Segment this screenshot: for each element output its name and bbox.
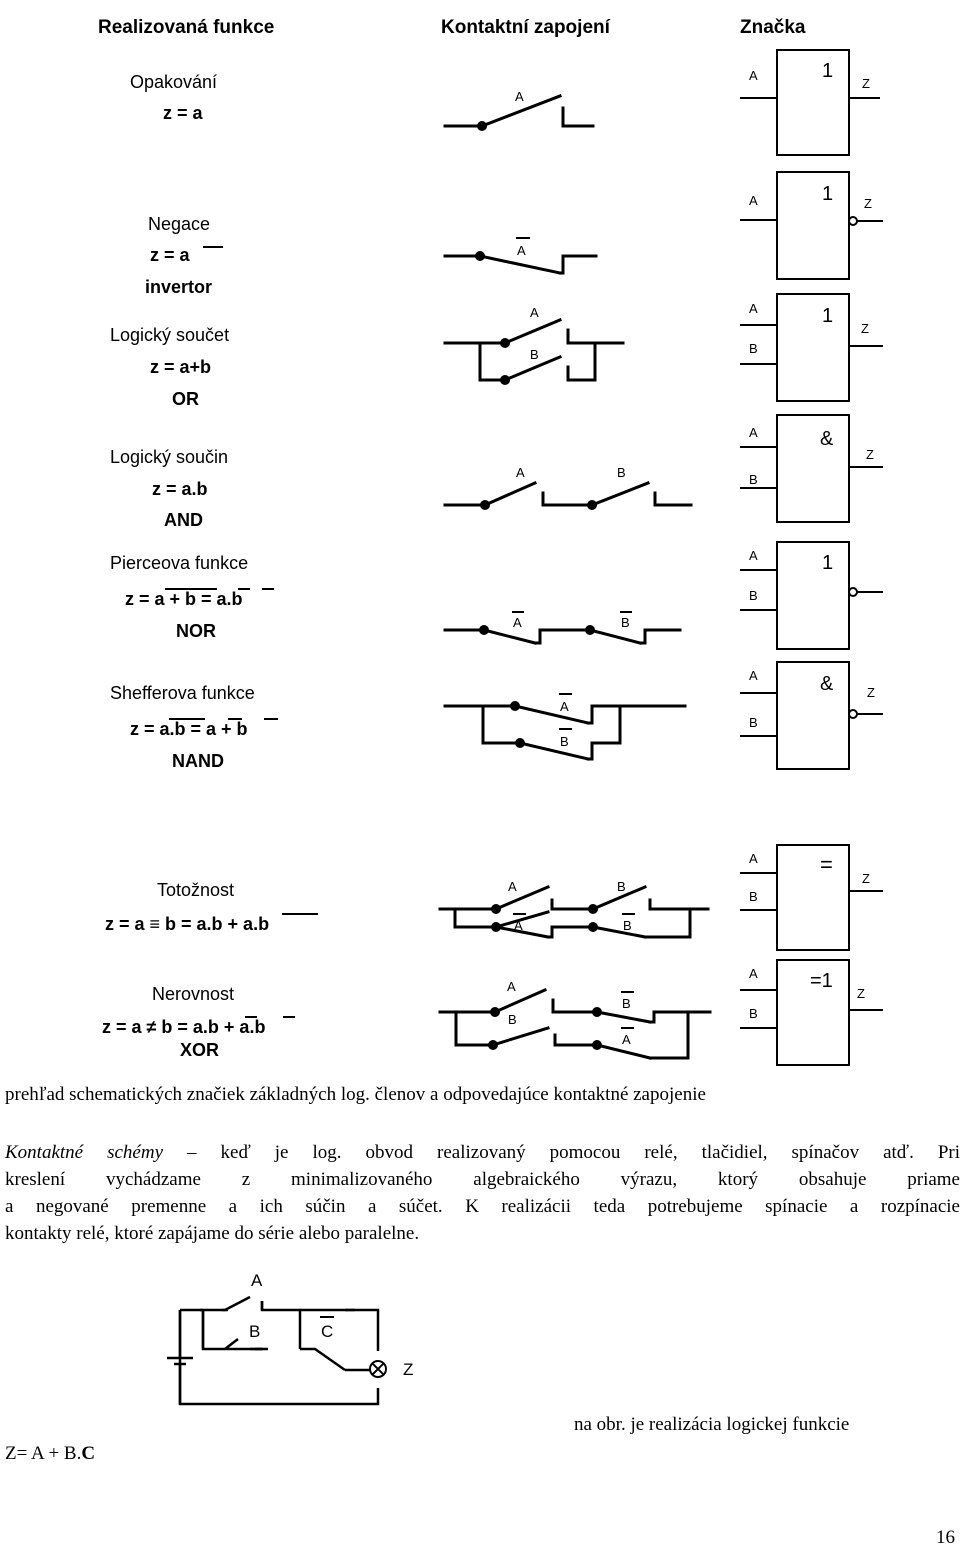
contact-label: A <box>513 615 522 630</box>
paragraph-term: Kontaktné schémy <box>5 1142 164 1163</box>
function-extra: invertor <box>145 277 213 297</box>
gate-input-label: B <box>749 1006 758 1021</box>
figure-caption: prehľad schematických značiek základných log. členov a odpovedajúce kontaktné zapojenie <box>5 1084 706 1105</box>
paragraph-line: kontakty relé, ktoré zapájame do série alebo paralelne. <box>5 1223 420 1244</box>
paragraph-line: – keď je log. obvod realizovaný pomocou relé, tlačidiel, spínačov atď. Pri <box>163 1142 960 1163</box>
function-name: Nerovnost <box>152 984 235 1004</box>
gate-symbol: 1 <box>822 183 834 205</box>
contact-label: A <box>507 979 516 994</box>
gate-input-label: A <box>749 851 758 866</box>
contact-label: B <box>508 1012 517 1027</box>
function-name: Opakování <box>130 72 218 92</box>
gate-input-label: B <box>749 341 758 356</box>
function-extra: NAND <box>172 751 224 771</box>
gate-symbol: & <box>820 428 834 450</box>
function-name: Totožnost <box>157 880 235 900</box>
function-name: Negace <box>148 214 211 234</box>
contact-label: B <box>621 615 630 630</box>
gate-input-label: A <box>749 193 758 208</box>
gate-symbol: 1 <box>822 60 834 82</box>
function-name: Pierceova funkce <box>110 553 249 573</box>
page-number: 16 <box>936 1527 955 1548</box>
gate-output-label: Z <box>862 871 870 886</box>
contact-label: A <box>508 879 517 894</box>
gate-output-label: Z <box>864 196 872 211</box>
gate-input-label: A <box>749 301 758 316</box>
gate-input-label: A <box>749 668 758 683</box>
function-expr: z = a.b = a + b <box>130 719 248 739</box>
gate-output-label: Z <box>862 76 870 91</box>
function-expr: z = a + b = a.b <box>125 589 243 609</box>
paragraph-line: a negované premenne a ich súčin a súčet. K realizácii teda potrebujeme spínacie a rozpínacie <box>5 1196 960 1217</box>
function-extra: XOR <box>180 1040 220 1060</box>
contact-label: A <box>560 699 569 714</box>
example-circuit-diagram <box>150 1265 440 1420</box>
gate-output-label: Z <box>861 321 869 336</box>
contact-label: B <box>560 734 569 749</box>
function-name: Logický součin <box>110 447 229 467</box>
example-label-a: A <box>251 1271 263 1290</box>
function-expr: z = a+b <box>150 357 212 377</box>
example-label-z: Z <box>403 1360 414 1379</box>
gate-output-label: Z <box>857 986 865 1001</box>
function-expr: z = a ≡ b = a.b + a.b <box>105 914 270 934</box>
contact-label: B <box>617 465 626 480</box>
contact-label: A <box>515 89 524 104</box>
gate-symbol: & <box>820 673 834 695</box>
example-label-b: B <box>249 1322 261 1341</box>
gate-symbol: =1 <box>810 970 833 992</box>
gate-output-label: Z <box>867 685 875 700</box>
gate-input-label: A <box>749 68 758 83</box>
example-note: na obr. je realizácia logickej funkcie <box>574 1414 850 1435</box>
header-contact: Kontaktní zapojení <box>441 17 610 38</box>
gate-input-label: B <box>749 889 758 904</box>
function-extra: AND <box>164 510 203 530</box>
function-expr: z = a <box>163 103 203 123</box>
contact-label: B <box>617 879 626 894</box>
gate-symbol: 1 <box>822 305 834 327</box>
function-expr: z = a.b <box>152 479 208 499</box>
gate-symbol: = <box>820 852 833 877</box>
contact-label: A <box>514 918 523 933</box>
paragraph-line: kreslení vychádzame z minimalizovaného algebraického výrazu, ktorý obsahuje priame <box>5 1169 960 1190</box>
example-label-c: C <box>321 1322 334 1341</box>
contact-label: B <box>623 918 632 933</box>
function-extra: OR <box>172 389 199 409</box>
function-extra: NOR <box>176 621 216 641</box>
contact-label: A <box>517 243 526 258</box>
gate-input-label: A <box>749 548 758 563</box>
gate-input-label: B <box>749 472 758 487</box>
contact-label: A <box>622 1032 631 1047</box>
function-name: Logický součet <box>110 325 230 345</box>
paragraph <box>5 1139 960 1247</box>
formula-bold-part: C <box>81 1443 96 1464</box>
formula-prefix: Z= A + B. <box>5 1443 82 1464</box>
header-function: Realizovaná funkce <box>98 17 275 38</box>
header-symbol: Značka <box>740 17 806 38</box>
gate-input-label: A <box>749 425 758 440</box>
function-expr: z = a <box>150 245 190 265</box>
function-name: Shefferova funkce <box>110 683 255 703</box>
function-expr: z = a ≠ b = a.b + a.b <box>102 1017 266 1037</box>
contact-label: B <box>622 996 631 1011</box>
gate-input-label: A <box>749 966 758 981</box>
contact-label: A <box>516 465 525 480</box>
example-formula <box>5 1443 95 1465</box>
contact-label: A <box>530 305 539 320</box>
contact-label: B <box>530 347 539 362</box>
gate-input-label: B <box>749 715 758 730</box>
gate-output-label: Z <box>866 447 874 462</box>
gate-input-label: B <box>749 588 758 603</box>
gate-symbol: 1 <box>822 552 834 574</box>
